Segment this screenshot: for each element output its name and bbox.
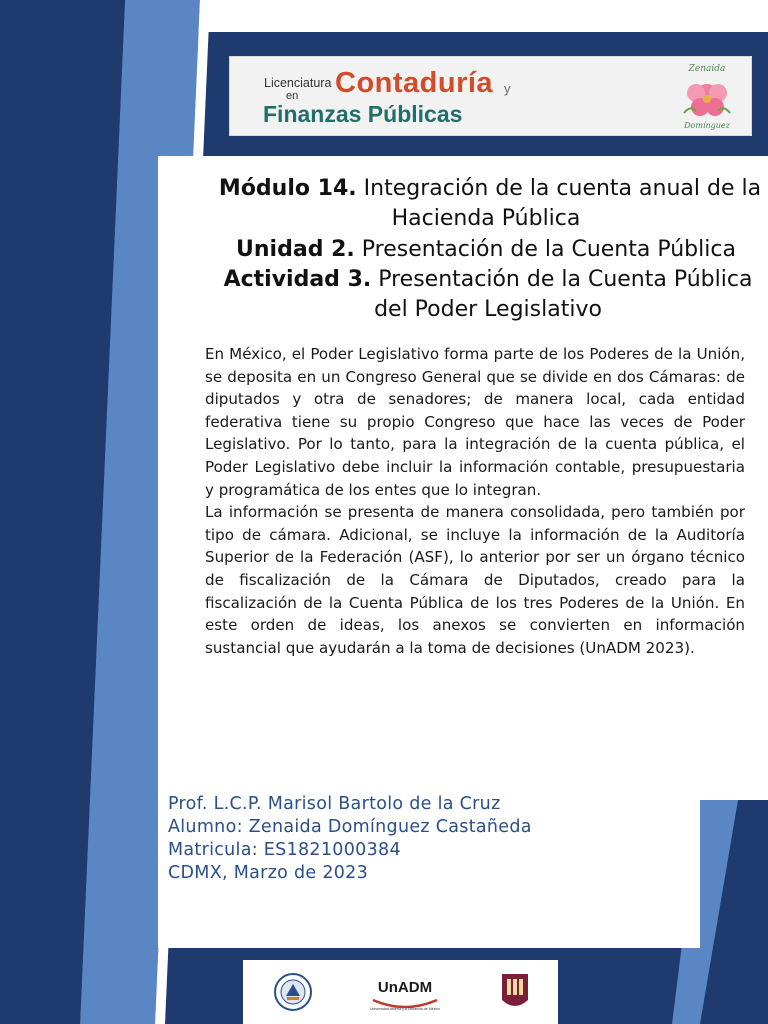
footer-logos — [243, 960, 558, 1024]
flower-text-top: Zenaida — [688, 64, 726, 74]
body-text — [205, 343, 745, 659]
unadm-subtext: Universidad Abierta y a Distancia de México — [369, 1007, 441, 1011]
unadm-logo-icon — [365, 970, 445, 1014]
modulo-text-1: Integración de la cuenta anual de la — [356, 176, 762, 201]
ipn-logo-icon — [498, 970, 532, 1014]
modulo-text-2: Hacienda Pública — [391, 206, 581, 231]
program-banner — [229, 56, 752, 136]
university-seal-icon — [273, 972, 313, 1012]
flower-text-bottom: Domínguez — [684, 121, 730, 130]
unadm-text: UnADM — [377, 979, 433, 996]
credit-matricula: Matricula: ES1821000384 — [168, 840, 401, 860]
title-modulo-line — [190, 174, 768, 204]
credit-professor: Prof. L.C.P. Marisol Bartolo de la Cruz — [168, 794, 501, 814]
title-actividad-line-2 — [188, 295, 768, 325]
modulo-label: Módulo 14. — [218, 176, 357, 201]
credit-student: Alumno: Zenaida Domínguez Castañeda — [168, 817, 532, 837]
actividad-text-2: del Poder Legislativo — [374, 297, 602, 322]
banner-finanzas: Finanzas Públicas — [263, 101, 463, 127]
unidad-label: Unidad 2. — [236, 237, 355, 262]
title-actividad-line — [188, 265, 768, 295]
flower-logo-icon — [670, 61, 744, 131]
banner-licenciatura: Licenciatura — [264, 76, 332, 90]
credit-place-date: CDMX, Marzo de 2023 — [168, 863, 369, 883]
unidad-text: Presentación de la Cuenta Pública — [354, 237, 736, 262]
actividad-label: Actividad 3. — [223, 267, 372, 292]
paragraph-2: La información se presenta de manera consolidada, pero también por tipo de cámara. Adicional, se incluye la información de la Auditoría Superior de la Federación (ASF), lo anterior por ser un órgano técnico de fiscalización de la Cámara de Diputados, creado para la fiscalización de la Cuenta Pública de los tres Poderes de la Unión. En este orden de ideas, los anexos se convierten en información sustancial que ayudarán a la toma de decisiones (UnADM 2023). — [205, 503, 745, 657]
title-modulo-line-2 — [186, 204, 768, 234]
banner-y: y — [504, 81, 511, 96]
banner-contaduria: Contaduría — [335, 67, 494, 99]
actividad-text-1: Presentación de la Cuenta Pública — [371, 267, 753, 292]
paragraph-1: En México, el Poder Legislativo forma parte de los Poderes de la Unión, se deposita en un Congreso General que se divide en dos Cámaras: de diputados y otra de senadores; de manera local, cada entidad federativa tiene su propio Congreso que hace las veces de Poder Legislativo. Por lo tanto, para la integración de la cuenta pública, el Poder Legislativo debe incluir la información contable, presupuestaria y programática de los entes que lo integran. — [205, 345, 745, 499]
title-unidad-line — [186, 235, 768, 265]
banner-en: en — [286, 90, 299, 102]
header-white-gap — [210, 0, 768, 32]
